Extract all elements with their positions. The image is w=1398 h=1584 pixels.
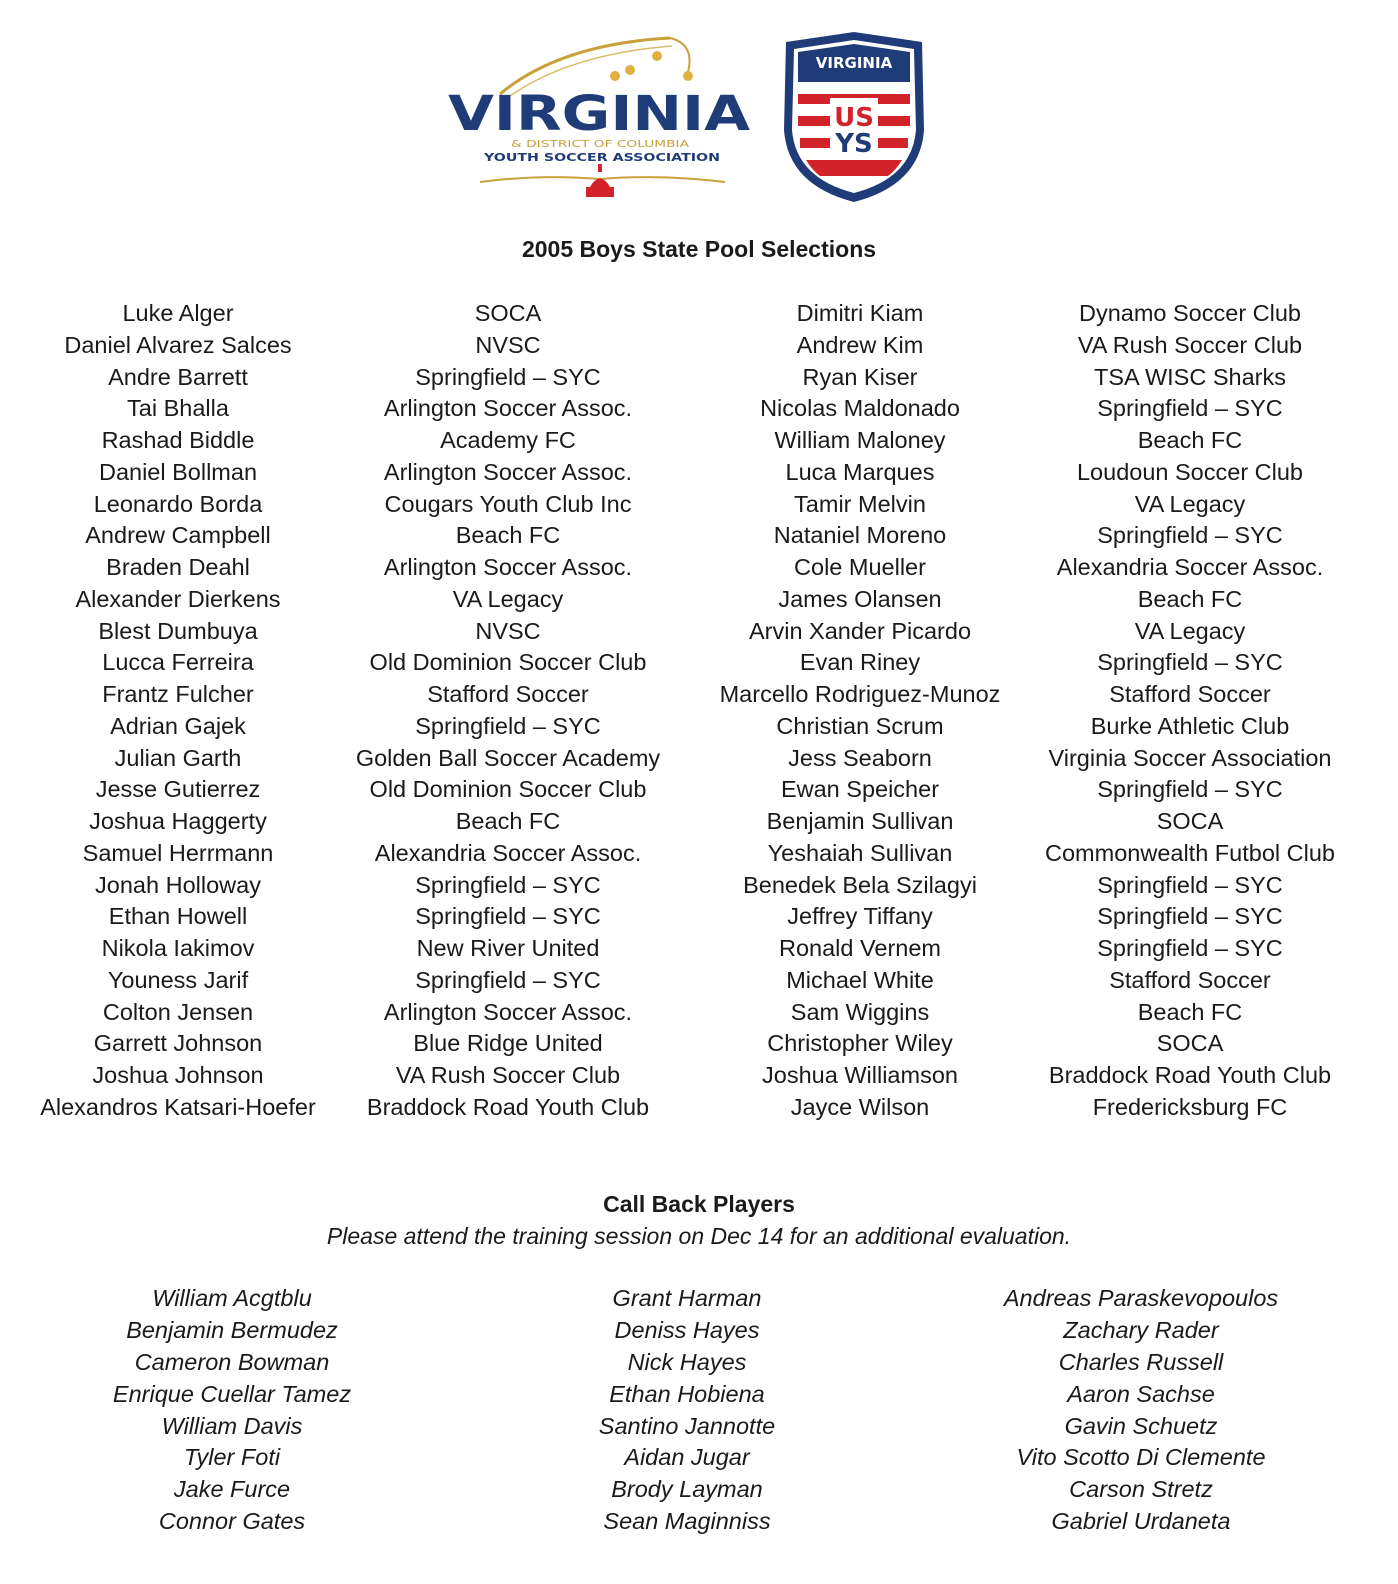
virginia-usys-shield-logo: [784, 32, 924, 202]
player-club: Springfield – SYC: [415, 712, 601, 739]
vdc-subtitle-1: & DISTRICT OF COLUMBIA: [511, 139, 690, 150]
player-name: Dimitri Kiam: [796, 300, 924, 326]
player-name: Rashad Biddle: [101, 427, 255, 453]
player-name: Jayce Wilson: [790, 1093, 930, 1120]
player-club: Springfield – SYC: [1097, 935, 1283, 961]
player-club: Springfield – SYC: [415, 363, 601, 390]
vdc-subtitle-2: YOUTH SOCCER ASSOCIATION: [482, 151, 720, 164]
callback-player-name: William Davis: [161, 1412, 303, 1439]
player-club: NVSC: [475, 617, 541, 644]
callback-column-1: [82, 1283, 382, 1538]
player-club: Golden Ball Soccer Academy: [355, 744, 661, 771]
player-club: Springfield – SYC: [415, 966, 601, 993]
player-name: Benjamin Sullivan: [766, 808, 954, 834]
player-name: Jess Seaborn: [788, 744, 932, 771]
callback-column-3: [981, 1283, 1301, 1538]
player-club: Old Dominion Soccer Club: [369, 776, 647, 803]
pool-clubs-column-2: [1025, 298, 1355, 1124]
player-club: Old Dominion Soccer Club: [369, 649, 647, 676]
player-club: SOCA: [1156, 1030, 1224, 1057]
shield-ys-label: YS: [835, 129, 873, 159]
player-name: Marcello Rodriguez-Munoz: [719, 681, 1001, 707]
player-club: NVSC: [475, 331, 541, 358]
callback-player-name: Connor Gates: [158, 1508, 306, 1535]
player-club: Springfield – SYC: [1097, 776, 1283, 803]
player-club: Blue Ridge United: [413, 1030, 603, 1057]
player-name: Adrian Gajek: [110, 712, 246, 739]
callback-note: Please attend the training session on Dec 14 for an additional evaluation.: [326, 1223, 1072, 1249]
player-name: Joshua Haggerty: [89, 808, 267, 834]
callback-player-name: Benjamin Bermudez: [126, 1316, 338, 1343]
ball-icon: [652, 51, 662, 61]
player-club: Arlington Soccer Assoc.: [383, 458, 633, 485]
callback-player-name: William Acgtblu: [152, 1285, 312, 1311]
player-name: Youness Jarif: [107, 966, 249, 993]
player-name: Ryan Kiser: [802, 363, 918, 390]
player-name: Arvin Xander Picardo: [748, 617, 972, 644]
player-club: Springfield – SYC: [415, 903, 601, 930]
callback-player-name: Ethan Hobiena: [609, 1380, 765, 1407]
callback-player-name: Santino Jannotte: [598, 1412, 776, 1439]
callback-player-name: Brody Layman: [611, 1476, 763, 1503]
player-name: Tamir Melvin: [794, 490, 926, 517]
ball-icon: [683, 71, 693, 81]
player-club: Arlington Soccer Assoc.: [383, 554, 633, 580]
player-club: SOCA: [1156, 808, 1224, 834]
shield-us-label: US: [834, 103, 874, 133]
player-club: Alexandria Soccer Assoc.: [374, 839, 642, 866]
vdc-wordmark: VIRGINIA: [448, 86, 750, 142]
player-club: VA Rush Soccer Club: [395, 1062, 621, 1088]
pool-names-column-2: [700, 298, 1020, 1124]
player-name: Garrett Johnson: [93, 1030, 263, 1057]
vdc-youth-soccer-logo: [448, 38, 750, 197]
player-name: Andrew Kim: [796, 331, 924, 358]
callback-player-name: Enrique Cuellar Tamez: [112, 1380, 352, 1407]
player-club: Springfield – SYC: [1097, 871, 1283, 898]
player-name: Lucca Ferreira: [102, 649, 254, 676]
callback-player-name: Nick Hayes: [627, 1348, 747, 1375]
player-name: Daniel Bollman: [98, 458, 258, 485]
callback-player-name: Aaron Sachse: [1067, 1380, 1215, 1407]
player-name: Joshua Johnson: [92, 1062, 264, 1088]
player-club: Braddock Road Youth Club: [366, 1093, 650, 1120]
player-club: Fredericksburg FC: [1092, 1093, 1288, 1120]
callback-player-name: Zachary Rader: [1063, 1316, 1219, 1343]
player-name: Christian Scrum: [776, 712, 944, 739]
player-club: VA Legacy: [1134, 617, 1246, 644]
player-name: Alexander Dierkens: [75, 585, 281, 612]
callback-player-name: Charles Russell: [1058, 1348, 1224, 1375]
player-name: Jeffrey Tiffany: [787, 903, 933, 930]
pool-clubs-column-1: [348, 298, 668, 1124]
player-name: Jesse Gutierrez: [95, 776, 261, 803]
player-name: Julian Garth: [114, 744, 242, 771]
player-name: Nataniel Moreno: [773, 522, 947, 549]
player-name: Benedek Bela Szilagyi: [743, 871, 977, 898]
player-club: Springfield – SYC: [1097, 522, 1283, 549]
player-name: Ewan Speicher: [780, 776, 940, 803]
player-club: Loudoun Soccer Club: [1076, 458, 1303, 485]
logo-area: [440, 24, 940, 209]
callback-player-name: Gabriel Urdaneta: [1051, 1508, 1231, 1535]
player-club: VA Legacy: [1134, 490, 1246, 517]
player-name: Leonardo Borda: [93, 490, 263, 517]
player-club: SOCA: [474, 300, 542, 326]
player-club: Beach FC: [1137, 427, 1243, 453]
player-name: Daniel Alvarez Salces: [64, 331, 292, 358]
player-name: Cole Mueller: [794, 554, 926, 580]
callback-player-name: Cameron Bowman: [134, 1348, 330, 1375]
player-club: VA Rush Soccer Club: [1077, 331, 1303, 358]
player-name: Jonah Holloway: [95, 871, 261, 898]
player-name: Tai Bhalla: [127, 395, 229, 422]
player-club: Braddock Road Youth Club: [1048, 1062, 1332, 1088]
ball-icon: [625, 65, 635, 75]
player-club: Beach FC: [455, 808, 561, 834]
player-name: James Olansen: [778, 585, 942, 612]
player-name: Christopher Wiley: [767, 1030, 953, 1057]
ball-icon: [610, 71, 620, 81]
callback-player-name: Grant Harman: [612, 1285, 762, 1311]
player-club: Virginia Soccer Association: [1048, 744, 1332, 771]
player-club: TSA WISC Sharks: [1094, 363, 1286, 390]
player-name: Andrew Campbell: [85, 522, 271, 549]
player-club: Alexandria Soccer Assoc.: [1056, 554, 1324, 580]
player-name: Frantz Fulcher: [102, 681, 254, 707]
player-club: Arlington Soccer Assoc.: [383, 998, 633, 1025]
player-club: Commonwealth Futbol Club: [1045, 839, 1335, 866]
player-name: Alexandros Katsari-Hoefer: [40, 1093, 316, 1120]
page-title: 2005 Boys State Pool Selections: [521, 236, 877, 262]
callback-player-name: Sean Maginniss: [603, 1508, 771, 1535]
player-name: Michael White: [786, 966, 934, 993]
player-name: Ronald Vernem: [779, 935, 941, 961]
callback-player-name: Aidan Jugar: [624, 1444, 750, 1471]
player-club: Springfield – SYC: [415, 871, 601, 898]
player-name: William Maloney: [774, 427, 946, 453]
player-name: Sam Wiggins: [790, 998, 930, 1025]
callback-player-name: Gavin Schuetz: [1064, 1412, 1218, 1439]
player-club: Springfield – SYC: [1097, 903, 1283, 930]
player-club: Beach FC: [1137, 585, 1243, 612]
callback-player-name: Carson Stretz: [1069, 1476, 1213, 1503]
player-club: Arlington Soccer Assoc.: [383, 395, 633, 422]
callback-player-name: Tyler Foti: [183, 1444, 281, 1471]
player-club: Cougars Youth Club Inc: [384, 490, 632, 517]
player-club: Stafford Soccer: [1109, 966, 1271, 993]
player-club: Academy FC: [440, 427, 576, 453]
player-name: Nicolas Maldonado: [760, 395, 960, 422]
capitol-icon: [586, 164, 614, 197]
player-name: Blest Dumbuya: [98, 617, 258, 644]
player-name: Joshua Williamson: [762, 1062, 958, 1088]
player-club: Dynamo Soccer Club: [1078, 300, 1302, 326]
callback-title: Call Back Players: [603, 1191, 795, 1217]
shield-top-label: VIRGINIA: [815, 54, 893, 72]
player-name: Colton Jensen: [102, 998, 254, 1025]
player-club: Springfield – SYC: [1097, 395, 1283, 422]
player-club: New River United: [416, 935, 600, 961]
player-club: Springfield – SYC: [1097, 649, 1283, 676]
callback-player-name: Jake Furce: [173, 1476, 291, 1503]
player-name: Braden Deahl: [106, 554, 250, 580]
player-name: Samuel Herrmann: [82, 839, 274, 866]
callback-player-name: Deniss Hayes: [614, 1316, 760, 1343]
player-club: Stafford Soccer: [1109, 681, 1271, 707]
player-name: Yeshaiah Sullivan: [767, 839, 953, 866]
player-name: Luca Marques: [785, 458, 935, 485]
player-name: Evan Riney: [799, 649, 921, 676]
player-club: Beach FC: [1137, 998, 1243, 1025]
callback-column-2: [537, 1283, 837, 1538]
player-club: Stafford Soccer: [427, 681, 589, 707]
player-name: Luke Alger: [122, 300, 234, 326]
player-name: Ethan Howell: [108, 903, 248, 930]
player-name: Andre Barrett: [108, 363, 248, 390]
callback-player-name: Andreas Paraskevopoulos: [1003, 1285, 1279, 1311]
player-name: Nikola Iakimov: [101, 935, 255, 961]
pool-names-column-1: [18, 298, 338, 1124]
player-club: VA Legacy: [452, 585, 564, 612]
player-club: Beach FC: [455, 522, 561, 549]
player-club: Burke Athletic Club: [1090, 712, 1290, 739]
callback-player-name: Vito Scotto Di Clemente: [1016, 1444, 1266, 1471]
